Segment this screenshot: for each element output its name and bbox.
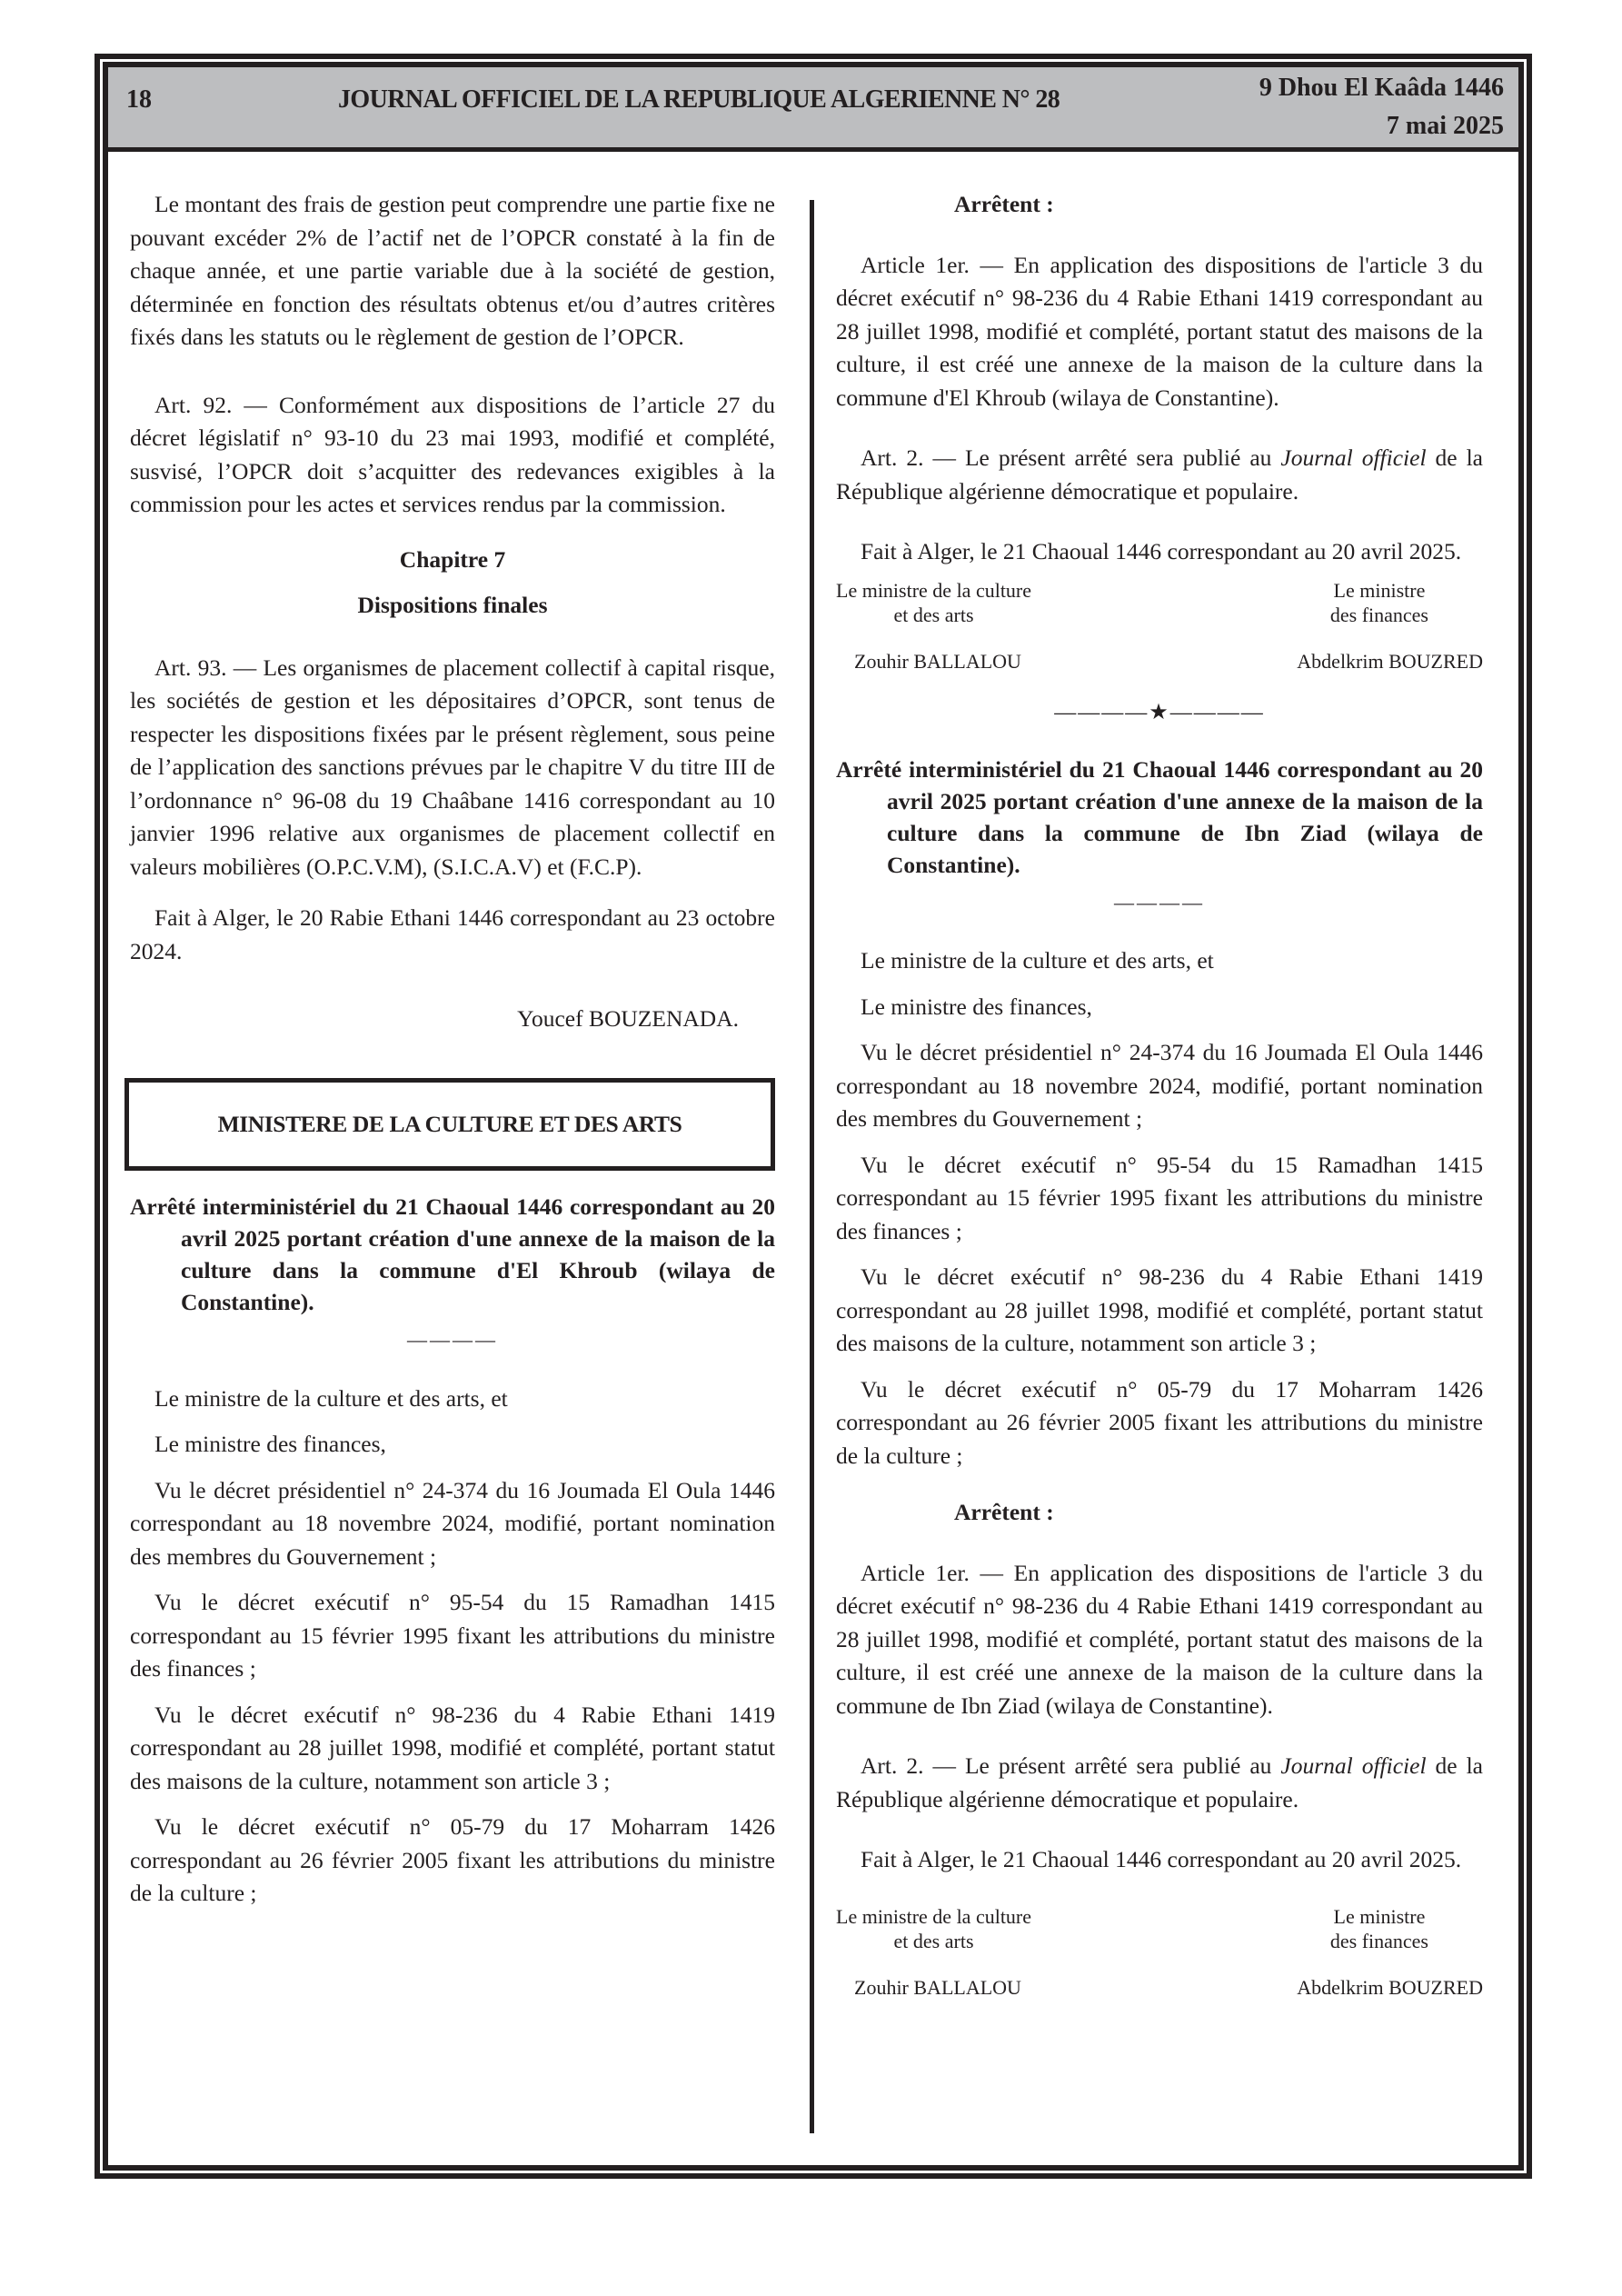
- star-separator: ————★————: [1054, 701, 1265, 724]
- article-92: Art. 92. — Conformément aux dispositions de l’article 27 du décret législatif n° 93-10 du 23 mai 1993, modifié et complété, susvisé, l’OPCR doit s’acquitter des redevances exigibles à la commission pour les actes et services rendus par la commission.: [130, 391, 775, 517]
- fait-a-alger-1: Fait à Alger, le 20 Rabie Ethani 1446 correspondant au 23 octobre 2024.: [130, 904, 775, 964]
- sig-title-line: et des arts: [893, 1929, 974, 1952]
- article-2-text-end: de la République algérienne démocratique et populaire.: [836, 1752, 1483, 1812]
- signature-name-ballalou: Zouhir BALLALOU: [854, 1975, 1021, 1999]
- arretent-heading-1: Arrêtent :: [954, 191, 1054, 217]
- signature-names-2: [836, 1972, 1483, 2005]
- signature-names-1: [836, 645, 1483, 679]
- decree-title-ibn-ziad: Arrêté interministériel du 21 Chaoual 1446 correspondant au 20 avril 2025 portant création d'une annexe de la maison de la culture dans la commune de Ibn Ziad (wilaya de Constantine).: [836, 755, 1483, 878]
- article-2-el-khroub: [836, 442, 1483, 508]
- signature-title-finances: [1330, 1904, 1428, 1953]
- signature-title-culture: [836, 578, 1031, 627]
- signature-titles-1: [836, 578, 1483, 627]
- left-column: [130, 188, 775, 1923]
- ministry-heading-box: MINISTERE DE LA CULTURE ET DES ARTS: [124, 1078, 775, 1172]
- visa-decree-95-54: Vu le décret exécutif n° 95-54 du 15 Ramadhan 1415 correspondant au 15 février 1995 fixant les attributions du ministre des finances ;: [130, 1589, 775, 1682]
- fait-a-alger-2: Fait à Alger, le 21 Chaoual 1446 correspondant au 20 avril 2025.: [861, 538, 1462, 564]
- issue-date-hijri: 9 Dhou El Kaâda 1446: [1259, 74, 1504, 102]
- visa-decree-98-236: Vu le décret exécutif n° 98-236 du 4 Rabie Ethani 1419 correspondant au 28 juillet 1998, modifié et complété, portant statut des maisons de la culture, notamment son article 3 ;: [130, 1701, 775, 1794]
- visa-decree-24-374: Vu le décret présidentiel n° 24-374 du 16 Joumada El Oula 1446 correspondant au 18 novembre 2024, modifié, portant nomination des membres du Gouvernement ;: [130, 1476, 775, 1570]
- paragraph-management-fees: Le montant des frais de gestion peut comprendre une partie fixe ne pouvant excéder 2% de l’actif net de l’OPCR constaté à la fin de chaque année, et une partie variable due à la société de gestion, déterminée en fonction des résultats obtenus et/ou d’autres critères fixés dans les statuts ou le règlement de gestion de l’OPCR.: [130, 191, 775, 350]
- sig-title-line: et des arts: [893, 603, 974, 626]
- journal-officiel-italic: Journal officiel: [1280, 1752, 1427, 1779]
- visa-decree-95-54: Vu le décret exécutif n° 95-54 du 15 Ramadhan 1415 correspondant au 15 février 1995 fixant les attributions du ministre des finances ;: [836, 1151, 1483, 1244]
- column-divider: [810, 200, 814, 2133]
- visa-minister-culture: Le ministre de la culture et des arts, et: [861, 947, 1214, 973]
- signature-bouzenada: Youcef BOUZENADA.: [517, 1005, 739, 1032]
- visa-minister-culture: Le ministre de la culture et des arts, et: [154, 1384, 508, 1412]
- visa-decree-05-79: Vu le décret exécutif n° 05-79 du 17 Moharram 1426 correspondant au 26 février 2005 fixant les attributions du ministre de la culture ;: [836, 1375, 1483, 1469]
- dash-separator: ————: [407, 1328, 498, 1351]
- visa-decree-05-79: Vu le décret exécutif n° 05-79 du 17 Moharram 1426 correspondant au 26 février 2005 fixant les attributions du ministre de la culture ;: [130, 1813, 775, 1906]
- sig-title-line: Le ministre de la culture: [836, 1904, 1032, 1928]
- signature-name-ballalou: Zouhir BALLALOU: [854, 649, 1021, 673]
- sig-title-line: Le ministre: [1333, 578, 1426, 602]
- arretent-heading-2: Arrêtent :: [954, 1499, 1054, 1525]
- article-1-el-khroub: Article 1er. — En application des dispositions de l'article 3 du décret exécutif n° 98-236 du 4 Rabie Ethani 1419 correspondant au 28 juillet 1998, modifié et complété, portant statut des maisons de la culture, il est créé une annexe de la maison de la culture dans la commune d'El Khroub (wilaya de Constantine).: [836, 251, 1483, 411]
- sig-title-line: Le ministre: [1333, 1904, 1426, 1928]
- sig-title-line: des finances: [1329, 1929, 1428, 1952]
- issue-date: [1259, 69, 1504, 145]
- signature-title-finances: [1330, 578, 1428, 627]
- chapter-heading: Chapitre 7: [399, 545, 506, 573]
- journal-title: JOURNAL OFFICIEL DE LA REPUBLIQUE ALGERIENNE N° 28: [338, 85, 1060, 114]
- dash-separator: ————: [1114, 890, 1205, 913]
- visa-minister-finances: Le ministre des finances,: [154, 1431, 386, 1457]
- sig-title-line: des finances: [1329, 603, 1428, 626]
- decree-title-el-khroub: Arrêté interministériel du 21 Chaoual 1446 correspondant au 20 avril 2025 portant création d'une annexe de la maison de la culture dans la commune d'El Khroub (wilaya de Constantine).: [130, 1193, 775, 1315]
- sig-title-line: Le ministre de la culture: [836, 578, 1032, 602]
- article-1-ibn-ziad: Article 1er. — En application des dispositions de l'article 3 du décret exécutif n° 98-236 du 4 Rabie Ethani 1419 correspondant au 28 juillet 1998, modifié et complété, portant statut des maisons de la culture, il est créé une annexe de la maison de la culture dans la commune de Ibn Ziad (wilaya de Constantine).: [836, 1559, 1483, 1719]
- signature-titles-2: [836, 1904, 1483, 1953]
- visa-decree-98-236: Vu le décret exécutif n° 98-236 du 4 Rabie Ethani 1419 correspondant au 28 juillet 1998, modifié et complété, portant statut des maisons de la culture, notamment son article 3 ;: [836, 1263, 1483, 1356]
- chapter-title: Dispositions finales: [357, 592, 548, 618]
- issue-date-gregorian: 7 mai 2025: [1386, 112, 1504, 140]
- signature-name-bouzred: Abdelkrim BOUZRED: [1297, 649, 1483, 673]
- visa-minister-finances: Le ministre des finances,: [861, 993, 1092, 1020]
- journal-officiel-italic: Journal officiel: [1280, 444, 1427, 471]
- article-2-ibn-ziad: [836, 1750, 1483, 1816]
- article-93: Art. 93. — Les organismes de placement collectif à capital risque, les sociétés de gestion et les dépositaires d’OPCR, sont tenus de respecter les dispositions fixées par le présent règlement, sous peine de l’application des sanctions prévues par le chapitre V du titre III de l’ordonnance n° 96-08 du 19 Chaâbane 1416 correspondant au 10 janvier 1996 relative aux organismes de placement collectif en valeurs mobilières (O.P.C.V.M), (S.I.C.A.V) et (F.C.P).: [130, 654, 775, 880]
- article-2-text: Art. 2. — Le présent arrêté sera publié au: [861, 1752, 1281, 1779]
- article-2-text-end: de la République algérienne démocratique et populaire.: [836, 444, 1483, 504]
- fait-a-alger-3: Fait à Alger, le 21 Chaoual 1446 correspondant au 20 avril 2025.: [861, 1846, 1462, 1872]
- page-number: 18: [126, 85, 152, 114]
- signature-title-culture: [836, 1904, 1031, 1953]
- visa-decree-24-374: Vu le décret présidentiel n° 24-374 du 16 Joumada El Oula 1446 correspondant au 18 novembre 2024, modifié, portant nomination des membres du Gouvernement ;: [836, 1039, 1483, 1132]
- right-column: [836, 188, 1483, 2022]
- article-2-text: Art. 2. — Le présent arrêté sera publié au: [861, 444, 1281, 471]
- signature-name-bouzred: Abdelkrim BOUZRED: [1297, 1975, 1483, 1999]
